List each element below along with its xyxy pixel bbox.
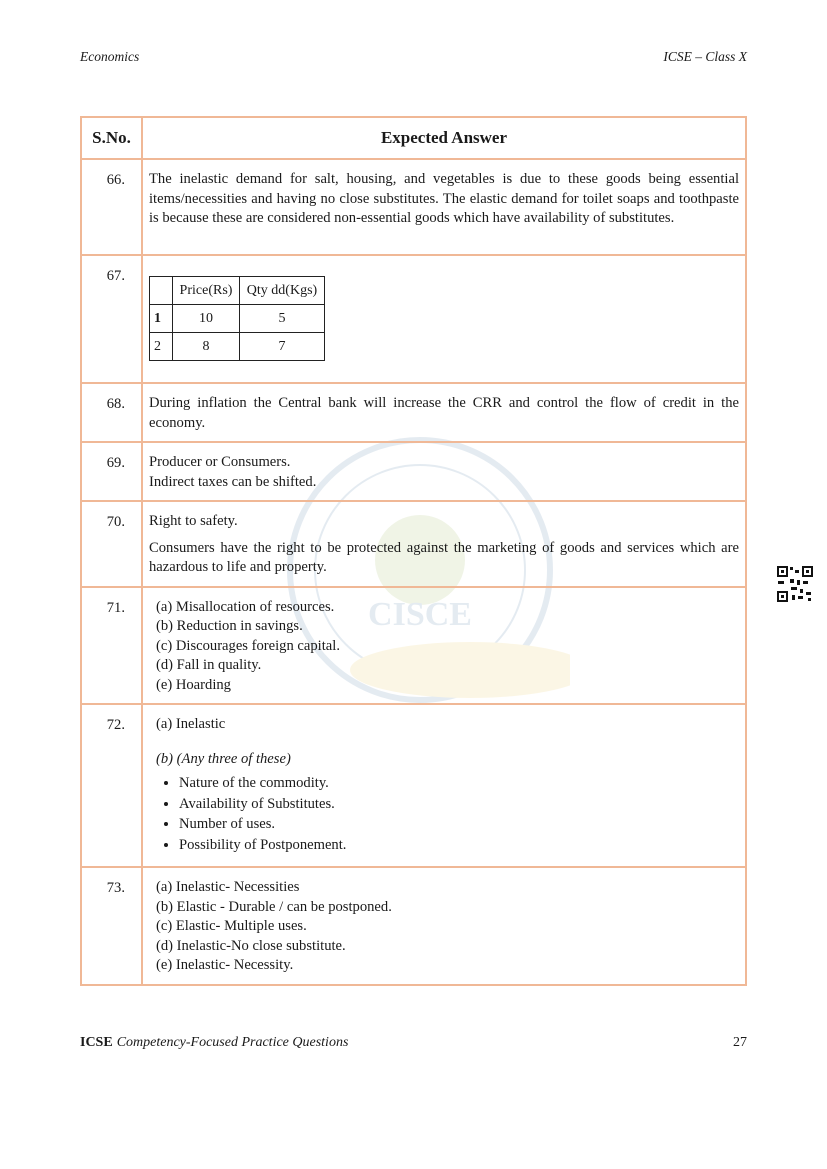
price-value: 10 <box>173 305 240 333</box>
answer-line: Producer or Consumers. <box>149 454 291 470</box>
list-item: (b) Reduction in savings. <box>156 618 303 634</box>
col-header-answer: Expected Answer <box>142 117 746 159</box>
price-header: Price(Rs) <box>173 277 240 305</box>
list-item: (b) Elastic - Durable / can be postponed. <box>156 898 392 915</box>
quantity-value: 7 <box>240 333 325 361</box>
answer-line: Right to safety. <box>149 513 238 529</box>
list-item: • Possibility of Postponement. <box>179 835 739 856</box>
col-header-sno: S.No. <box>81 117 142 159</box>
answer-cell <box>142 255 746 383</box>
question-number: 72. <box>81 704 142 867</box>
quantity-header: Qty dd(Kgs) <box>240 277 325 305</box>
list-item: (c) Discourages foreign capital. <box>156 637 340 654</box>
answer-cell <box>142 704 746 867</box>
list-item: (e) Inelastic- Necessity. <box>156 957 294 973</box>
table-row-68 <box>81 383 746 442</box>
answer-text: During inflation the Central bank will increase the CRR and control the flow of credit in the economy. <box>142 383 746 442</box>
running-header-class: ICSE – Class X <box>663 49 747 64</box>
question-number: 68. <box>81 383 142 442</box>
question-number: 73. <box>81 867 142 985</box>
table-row-69 <box>81 442 746 501</box>
running-header-subject: Economics <box>80 49 140 64</box>
quantity-value: 5 <box>240 305 325 333</box>
answer-cell <box>142 587 746 705</box>
question-number: 66. <box>81 159 142 255</box>
question-number: 71. <box>81 587 142 705</box>
table-row-70 <box>81 501 746 587</box>
list-item: (a) Inelastic- Necessities <box>156 879 300 895</box>
answer-line: Indirect taxes can be shifted. <box>149 473 317 490</box>
table-row-73 <box>81 867 746 985</box>
row-index: 2 <box>150 333 173 361</box>
qr-code-icon[interactable] <box>776 565 814 603</box>
list-item: (c) Elastic- Multiple uses. <box>156 918 307 934</box>
answer-text: The inelastic demand for salt, housing, and vegetables is due to these goods being essential items/necessities and having no close substitutes. The elastic demand for toilet soaps and toothpaste is because these are considered non-essential goods which have availability of substitutes. <box>142 159 746 255</box>
answer-part-a: (a) Inelastic <box>156 716 226 732</box>
question-number: 70. <box>81 501 142 587</box>
answer-cell <box>142 501 746 587</box>
price-quantity-table <box>149 276 325 361</box>
footer-brand: ICSE <box>80 1035 113 1050</box>
table-row-67 <box>81 255 746 383</box>
footer-title <box>80 1035 348 1051</box>
table-row-72 <box>81 704 746 867</box>
answer-line: Consumers have the right to be protected against the marketing of goods and services which are hazardous to life and property. <box>149 539 739 575</box>
list-item: • Availability of Substitutes. <box>179 794 739 815</box>
question-number: 69. <box>81 442 142 501</box>
footer-subtitle: Competency-Focused Practice Questions <box>116 1035 349 1050</box>
answer-list <box>149 878 739 976</box>
question-number: 67. <box>81 255 142 383</box>
answer-part-b: (b) (Any three of these) <box>156 750 291 767</box>
answer-cell <box>142 442 746 501</box>
watermark-text: CISCE <box>368 596 472 633</box>
table-row-66 <box>81 159 746 255</box>
list-item: • Nature of the commodity. <box>179 773 739 794</box>
answer-cell <box>142 867 746 985</box>
answers-table <box>80 116 747 986</box>
list-item: (e) Hoarding <box>156 676 231 693</box>
row-index: 1 <box>150 305 173 333</box>
bullet-list <box>149 773 739 855</box>
list-item: (d) Fall in quality. <box>156 657 262 673</box>
answer-list <box>149 598 739 696</box>
list-item: (a) Misallocation of resources. <box>156 598 335 615</box>
table-row-71 <box>81 587 746 705</box>
list-item: (d) Inelastic-No close substitute. <box>156 937 346 954</box>
list-item: • Number of uses. <box>179 814 739 835</box>
page-number: 27 <box>733 1035 747 1050</box>
price-value: 8 <box>173 333 240 361</box>
table-header-row <box>81 117 746 159</box>
